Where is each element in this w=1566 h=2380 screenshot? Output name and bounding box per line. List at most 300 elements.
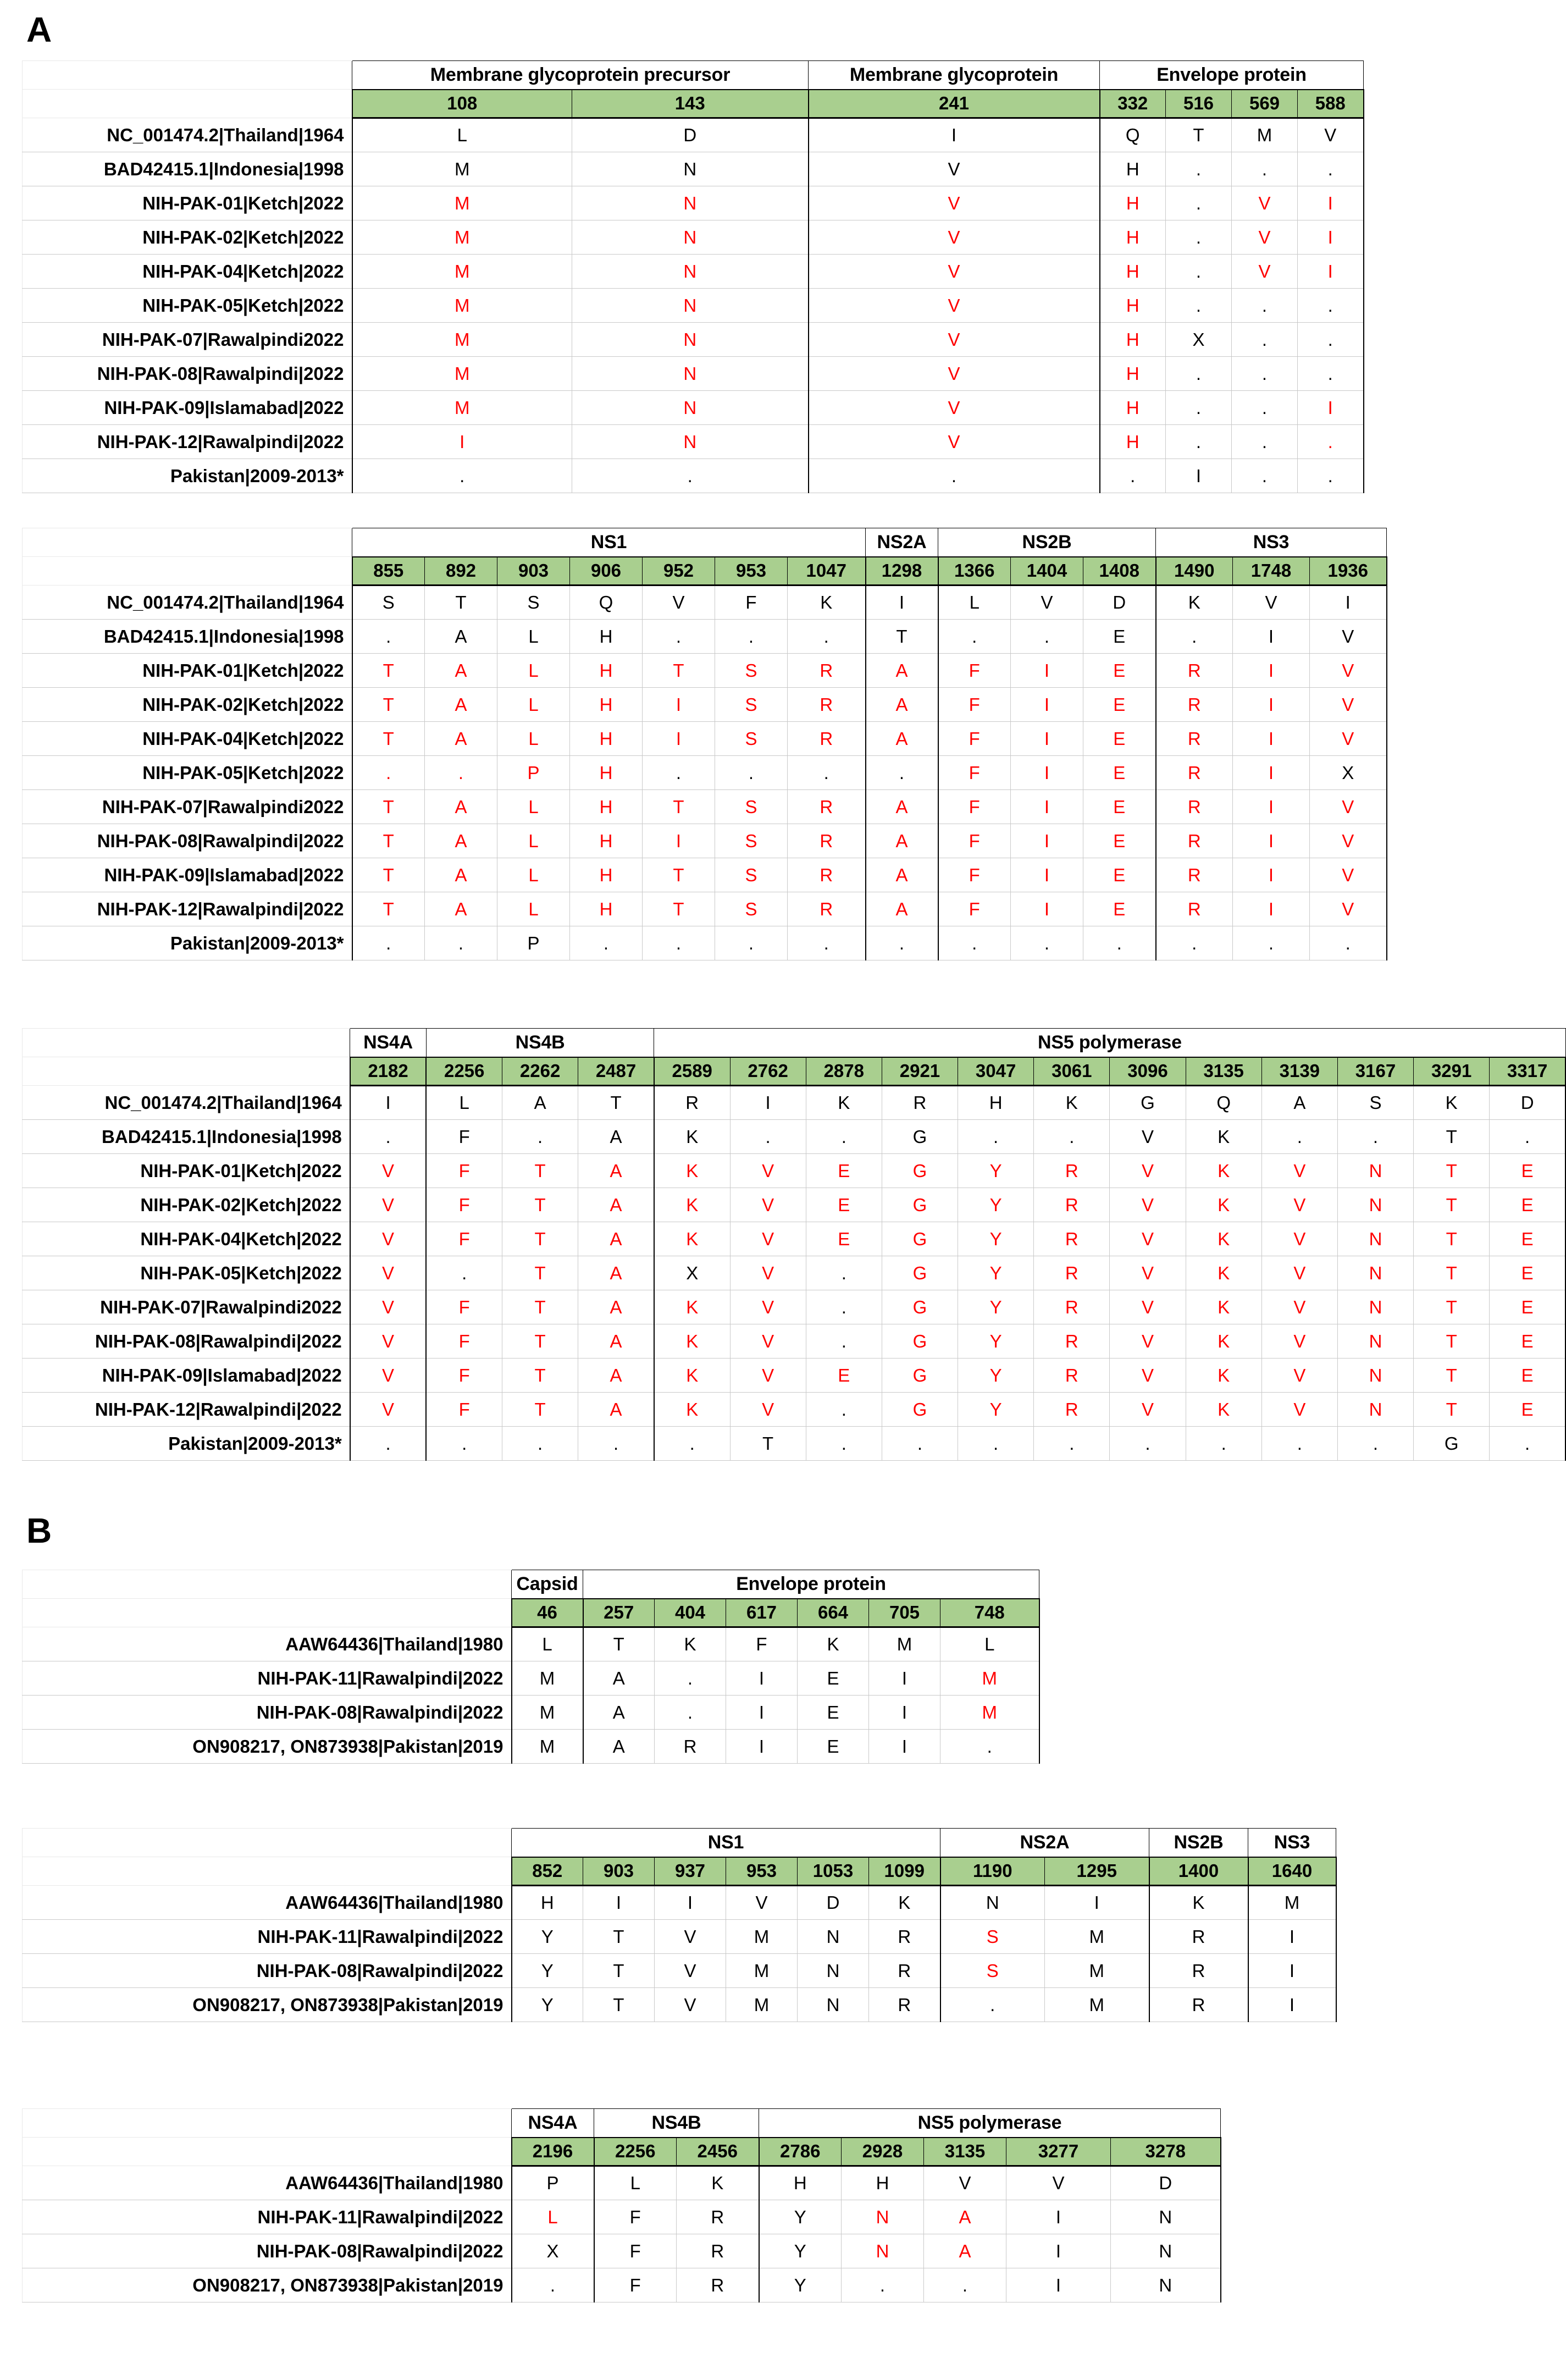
residue-cell: P [512,2166,594,2200]
residue-cell: K [654,1359,730,1393]
residue-cell: K [1156,586,1233,620]
residue-cell: V [924,2166,1006,2200]
residue-cell: . [1110,1427,1186,1461]
table-row [23,688,1387,722]
residue-cell: . [715,756,788,790]
sequence-label-bad42415-1-indonesia-1998: BAD42415.1|Indonesia|1998 [23,152,352,186]
residue-cell: H [570,756,643,790]
sequence-label-nih-pak-05-ketch-2022: NIH-PAK-05|Ketch|2022 [23,756,352,790]
residue-cell: I [643,824,715,858]
residue-cell: . [352,756,425,790]
residue-cell: E [1083,858,1156,892]
residue-cell: Q [1100,118,1166,152]
position-header-3047: 3047 [958,1057,1034,1086]
residue-cell: . [1298,459,1364,493]
residue-cell: I [1006,2268,1111,2302]
residue-cell: E [1083,722,1156,756]
position-header-241: 241 [809,90,1100,118]
residue-cell: T [643,858,715,892]
residue-cell: V [1110,1120,1186,1154]
sequence-label-nih-pak-09-islamabad-2022: NIH-PAK-09|Islamabad|2022 [23,391,352,425]
residue-cell: X [654,1256,730,1290]
residue-cell: T [1414,1154,1490,1188]
residue-cell: G [882,1324,958,1359]
position-header-1404: 1404 [1011,557,1083,586]
residue-cell: K [654,1393,730,1427]
residue-cell: . [1298,425,1364,459]
residue-cell: L [938,586,1011,620]
residue-cell: S [940,1920,1045,1954]
residue-cell: . [806,1256,882,1290]
residue-cell: E [1490,1324,1565,1359]
residue-cell: N [842,2200,924,2234]
table-row [23,1730,1039,1764]
residue-cell: N [1337,1222,1413,1256]
table-row [23,1290,1566,1324]
residue-cell: N [1337,1324,1413,1359]
gene-header-membrane-glycoprotein-precursor: Membrane glycoprotein precursor [352,61,809,90]
residue-cell: . [1011,926,1083,960]
residue-cell: R [788,892,866,926]
position-header-892: 892 [425,557,497,586]
residue-cell: . [715,926,788,960]
residue-cell: H [570,722,643,756]
position-header-row [23,1057,1566,1086]
residue-cell: . [788,756,866,790]
gene-header-ns4a: NS4A [512,2109,594,2138]
residue-cell: . [1186,1427,1261,1461]
residue-cell: F [426,1154,502,1188]
residue-cell: R [677,2200,759,2234]
residue-cell: A [578,1324,654,1359]
residue-cell: Y [958,1324,1034,1359]
residue-cell: D [1083,586,1156,620]
residue-cell: . [958,1120,1034,1154]
residue-cell: K [1186,1359,1261,1393]
position-header-1099: 1099 [869,1857,940,1886]
residue-cell: M [726,1920,798,1954]
position-header-617: 617 [726,1599,798,1627]
residue-cell: I [809,118,1100,152]
residue-cell: I [869,1730,940,1764]
panel-a-table-1 [22,60,1364,493]
sequence-label-nc-001474-2-thailand-1964: NC_001474.2|Thailand|1964 [23,586,352,620]
residue-cell: V [1261,1324,1337,1359]
residue-cell: M [352,186,572,220]
residue-cell: V [1261,1393,1337,1427]
sequence-label-nih-pak-07-rawalpindi2022: NIH-PAK-07|Rawalpindi2022 [23,323,352,357]
residue-cell: Q [570,586,643,620]
residue-cell: V [809,152,1100,186]
residue-cell: V [1310,824,1387,858]
residue-cell: I [350,1086,427,1120]
residue-cell: V [1233,586,1310,620]
residue-cell: H [1100,357,1166,391]
residue-cell: M [940,1661,1039,1696]
table-row [23,118,1364,152]
residue-cell: L [497,620,570,654]
sequence-label-nih-pak-02-ketch-2022: NIH-PAK-02|Ketch|2022 [23,688,352,722]
sequence-label-nih-pak-01-ketch-2022: NIH-PAK-01|Ketch|2022 [23,1154,350,1188]
residue-cell: . [1100,459,1166,493]
residue-cell: V [730,1222,806,1256]
residue-cell: P [497,926,570,960]
residue-cell: T [502,1324,578,1359]
table-row [23,1154,1566,1188]
residue-cell: . [1232,323,1298,357]
residue-cell: K [654,1154,730,1188]
residue-cell: L [352,118,572,152]
residue-cell: . [809,459,1100,493]
residue-cell: F [594,2200,677,2234]
residue-cell: I [643,688,715,722]
position-header-46: 46 [512,1599,583,1627]
residue-cell: . [350,1427,427,1461]
residue-cell: I [1310,586,1387,620]
panel-a-table-3 [22,1028,1566,1461]
gene-header-envelope-protein: Envelope protein [583,1570,1039,1599]
residue-cell: S [352,586,425,620]
residue-cell: F [426,1222,502,1256]
residue-cell: R [1156,892,1233,926]
gene-header-ns2a: NS2A [940,1829,1149,1857]
sequence-label-nih-pak-08-rawalpindi-2022: NIH-PAK-08|Rawalpindi|2022 [23,1954,512,1988]
alignment-table [22,528,1387,960]
residue-cell: N [1111,2268,1221,2302]
gene-header-ns2a: NS2A [866,528,938,557]
residue-cell: . [1166,391,1232,425]
residue-cell: . [1337,1120,1413,1154]
residue-cell: T [352,790,425,824]
residue-cell: V [350,1188,427,1222]
table-row [23,1359,1566,1393]
gene-header-ns5-polymerase: NS5 polymerase [759,2109,1221,2138]
residue-cell: Y [512,1988,583,2022]
residue-cell: K [654,1324,730,1359]
residue-cell: H [1100,391,1166,425]
residue-cell: R [1034,1393,1110,1427]
position-header-1053: 1053 [798,1857,869,1886]
sequence-label-nih-pak-08-rawalpindi-2022: NIH-PAK-08|Rawalpindi|2022 [23,357,352,391]
residue-cell: H [1100,152,1166,186]
residue-cell: V [1232,255,1298,289]
residue-cell: K [654,1188,730,1222]
residue-cell: S [497,586,570,620]
table-row [23,289,1364,323]
residue-cell: M [512,1661,583,1696]
position-header-3317: 3317 [1490,1057,1565,1086]
sequence-label-pakistan-2009-2013: Pakistan|2009-2013* [23,459,352,493]
residue-cell: N [1111,2200,1221,2234]
residue-cell: N [1337,1256,1413,1290]
sequence-label-nih-pak-07-rawalpindi2022: NIH-PAK-07|Rawalpindi2022 [23,790,352,824]
gene-header-ns2b: NS2B [938,528,1156,557]
sequence-label-nih-pak-02-ketch-2022: NIH-PAK-02|Ketch|2022 [23,1188,350,1222]
residue-cell: F [426,1359,502,1393]
table-row [23,1920,1336,1954]
residue-cell: N [572,391,809,425]
residue-cell: V [350,1256,427,1290]
residue-cell: V [1310,722,1387,756]
residue-cell: N [1337,1290,1413,1324]
residue-cell: V [1310,688,1387,722]
residue-cell: V [809,391,1100,425]
residue-cell: I [655,1886,726,1920]
position-header-row [23,1599,1039,1627]
residue-cell: . [958,1427,1034,1461]
residue-cell: H [570,620,643,654]
panel-a-table-2 [22,528,1387,960]
residue-cell: N [798,1988,869,2022]
table-row [23,255,1364,289]
residue-cell: R [869,1920,940,1954]
residue-cell: I [1298,391,1364,425]
position-header-855: 855 [352,557,425,586]
residue-cell: M [512,1696,583,1730]
residue-cell: H [1100,220,1166,255]
residue-cell: T [1414,1393,1490,1427]
residue-cell: V [1261,1154,1337,1188]
position-header-row [23,1857,1336,1886]
residue-cell: R [1156,756,1233,790]
position-header-953: 953 [715,557,788,586]
position-header-3139: 3139 [1261,1057,1337,1086]
residue-cell: I [866,586,938,620]
residue-cell: G [882,1222,958,1256]
residue-cell: E [806,1154,882,1188]
residue-cell: N [940,1886,1045,1920]
residue-cell: . [1166,220,1232,255]
table-row [23,926,1387,960]
residue-cell: A [578,1256,654,1290]
residue-cell: G [882,1393,958,1427]
position-header-2921: 2921 [882,1057,958,1086]
residue-cell: E [1083,790,1156,824]
residue-cell: R [655,1730,726,1764]
residue-cell: A [578,1222,654,1256]
residue-cell: H [570,858,643,892]
residue-cell: E [1490,1154,1565,1188]
residue-cell: V [730,1188,806,1222]
residue-cell: . [730,1120,806,1154]
position-header-937: 937 [655,1857,726,1886]
sequence-label-pakistan-2009-2013: Pakistan|2009-2013* [23,1427,350,1461]
residue-cell: R [1034,1256,1110,1290]
residue-cell: E [1490,1393,1565,1427]
position-header-2762: 2762 [730,1057,806,1086]
residue-cell: E [1490,1256,1565,1290]
residue-cell: I [352,425,572,459]
residue-cell: M [352,255,572,289]
residue-cell: I [1298,220,1364,255]
residue-cell: V [1110,1154,1186,1188]
residue-cell: V [730,1154,806,1188]
residue-cell: R [1156,688,1233,722]
residue-cell: H [570,790,643,824]
residue-cell: . [655,1696,726,1730]
residue-cell: E [1083,756,1156,790]
residue-cell: G [882,1154,958,1188]
residue-cell: . [1156,620,1233,654]
residue-cell: V [1006,2166,1111,2200]
residue-cell: V [1110,1324,1186,1359]
position-header-1640: 1640 [1248,1857,1336,1886]
residue-cell: I [726,1730,798,1764]
sequence-label-nih-pak-05-ketch-2022: NIH-PAK-05|Ketch|2022 [23,289,352,323]
residue-cell: L [426,1086,502,1120]
sequence-label-nih-pak-04-ketch-2022: NIH-PAK-04|Ketch|2022 [23,722,352,756]
position-header-852: 852 [512,1857,583,1886]
table-row [23,152,1364,186]
gene-header-row [23,2109,1221,2138]
table-row [23,1222,1566,1256]
alignment-table [22,1828,1337,2022]
residue-cell: F [938,790,1011,824]
residue-cell: M [352,220,572,255]
residue-cell: . [882,1427,958,1461]
gene-header-ns3: NS3 [1248,1829,1336,1857]
residue-cell: A [866,790,938,824]
residue-cell: R [788,824,866,858]
residue-cell: V [730,1393,806,1427]
gene-header-ns4b: NS4B [594,2109,759,2138]
residue-cell: M [512,1730,583,1764]
table-row [23,790,1387,824]
residue-cell: I [726,1661,798,1696]
position-header-404: 404 [655,1599,726,1627]
residue-cell: T [352,654,425,688]
residue-cell: R [788,722,866,756]
residue-cell: N [1337,1359,1413,1393]
residue-cell: M [352,152,572,186]
residue-cell: . [788,926,866,960]
residue-cell: R [1034,1324,1110,1359]
residue-cell: V [1261,1188,1337,1222]
sequence-label-on908217-on873938-pakistan-2019: ON908217, ON873938|Pakistan|2019 [23,2268,512,2302]
sequence-label-nih-pak-01-ketch-2022: NIH-PAK-01|Ketch|2022 [23,654,352,688]
row-label-spacer [23,1570,512,1599]
residue-cell: M [726,1988,798,2022]
residue-cell: V [1261,1222,1337,1256]
table-row [23,1188,1566,1222]
residue-cell: T [502,1393,578,1427]
residue-cell: R [1034,1188,1110,1222]
table-row [23,2234,1221,2268]
residue-cell: H [1100,425,1166,459]
residue-cell: G [1110,1086,1186,1120]
residue-cell: T [578,1086,654,1120]
residue-cell: K [798,1627,869,1661]
position-header-906: 906 [570,557,643,586]
residue-cell: . [715,620,788,654]
residue-cell: K [655,1627,726,1661]
row-label-spacer [23,2109,512,2138]
residue-cell: I [1011,756,1083,790]
residue-cell: R [1149,1988,1248,2022]
residue-cell: N [572,186,809,220]
residue-cell: . [1232,425,1298,459]
residue-cell: F [938,688,1011,722]
sequence-label-nih-pak-04-ketch-2022: NIH-PAK-04|Ketch|2022 [23,1222,350,1256]
residue-cell: H [1100,289,1166,323]
table-row [23,1256,1566,1290]
position-header-2196: 2196 [512,2138,594,2166]
table-row [23,459,1364,493]
residue-cell: I [1233,654,1310,688]
table-row [23,1324,1566,1359]
residue-cell: . [1166,425,1232,459]
sequence-label-nih-pak-08-rawalpindi-2022: NIH-PAK-08|Rawalpindi|2022 [23,1324,350,1359]
residue-cell: K [654,1120,730,1154]
residue-cell: X [1310,756,1387,790]
residue-cell: . [643,620,715,654]
residue-cell: H [842,2166,924,2200]
residue-cell: F [426,1120,502,1154]
residue-cell: . [1490,1120,1565,1154]
residue-cell: A [866,654,938,688]
residue-cell: L [497,858,570,892]
residue-cell: . [350,1120,427,1154]
residue-cell: . [502,1427,578,1461]
residue-cell: . [578,1427,654,1461]
position-header-3291: 3291 [1414,1057,1490,1086]
position-header-748: 748 [940,1599,1039,1627]
residue-cell: E [798,1730,869,1764]
table-row [23,1886,1336,1920]
residue-cell: K [1149,1886,1248,1920]
residue-cell: V [809,255,1100,289]
sequence-label-nih-pak-08-rawalpindi-2022: NIH-PAK-08|Rawalpindi|2022 [23,1696,512,1730]
position-header-2256: 2256 [426,1057,502,1086]
sequence-label-bad42415-1-indonesia-1998: BAD42415.1|Indonesia|1998 [23,620,352,654]
sequence-label-bad42415-1-indonesia-1998: BAD42415.1|Indonesia|1998 [23,1120,350,1154]
table-row [23,2268,1221,2302]
residue-cell: K [1414,1086,1490,1120]
residue-cell: I [1011,824,1083,858]
residue-cell: . [806,1324,882,1359]
residue-cell: F [426,1324,502,1359]
residue-cell: T [1414,1359,1490,1393]
residue-cell: A [578,1359,654,1393]
table-row [23,586,1387,620]
residue-cell: . [425,756,497,790]
sequence-label-nih-pak-11-rawalpindi-2022: NIH-PAK-11|Rawalpindi|2022 [23,2200,512,2234]
residue-cell: . [502,1120,578,1154]
residue-cell: . [425,926,497,960]
table-row [23,858,1387,892]
gene-header-ns1: NS1 [352,528,866,557]
residue-cell: I [643,722,715,756]
table-row [23,2166,1221,2200]
position-header-1366: 1366 [938,557,1011,586]
residue-cell: Y [958,1393,1034,1427]
residue-cell: V [1110,1359,1186,1393]
residue-cell: . [1490,1427,1565,1461]
residue-cell: M [352,289,572,323]
residue-cell: . [1034,1120,1110,1154]
residue-cell: Y [958,1359,1034,1393]
residue-cell: H [1100,186,1166,220]
row-label-spacer [23,1029,350,1057]
position-header-2928: 2928 [842,2138,924,2166]
residue-cell: F [938,722,1011,756]
residue-cell: L [497,790,570,824]
residue-cell: V [643,586,715,620]
residue-cell: T [502,1290,578,1324]
table-row [23,323,1364,357]
residue-cell: N [572,289,809,323]
residue-cell: S [715,824,788,858]
